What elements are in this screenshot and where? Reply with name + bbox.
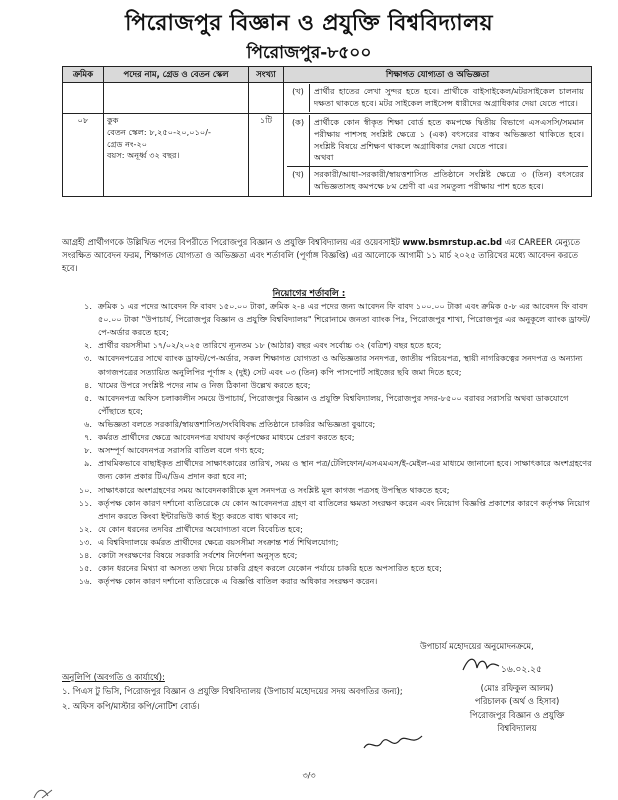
- copy-to-item: ১. পিএস টু ভিসি, পিরোজপুর বিজ্ঞান ও প্রযুক্তি বিশ্ববিদ্যালয় (উপাচার্য মহোদয়ের সদয় অবগতির জন্য);: [62, 686, 403, 697]
- conditions-heading: নিয়োগের শর্তাবলি :: [272, 289, 346, 299]
- website-link[interactable]: www.bsmrstup.ac.bd: [402, 237, 503, 247]
- condition-number: ১৩.: [78, 536, 92, 547]
- signature-date: ১৬.০২.২৫: [501, 665, 542, 675]
- copy-to-item: ২. অফিস কপি/মাস্টার কপি/নোটিশ বোর্ড।: [62, 700, 200, 711]
- corner-mark: [30, 784, 56, 800]
- condition-number: ১০.: [78, 484, 92, 495]
- condition-text: কোটা সংরক্ষণের বিষয়ে সরকারি সর্বশেষ নির্দেশনা অনুসৃত হবে;: [98, 550, 298, 561]
- condition-text: কর্মরত প্রার্থীদের ক্ষেত্রে আবেদনপত্র যথাযথ কর্তৃপক্ষের মাধ্যমে প্রেরণ করতে হবে;: [98, 432, 355, 443]
- condition-item: [62, 444, 592, 457]
- qualification-item: [287, 84, 588, 112]
- condition-text: প্রার্থীর বয়সসীমা ১৭/০২/২০২৫ তারিখে ন্যূনতম ১৮ (আঠার) বছর এবং সর্বোচ্চ ৩২ (বত্রিশ) বছর হতে হবে;: [98, 340, 442, 351]
- condition-text: আবেদনপত্রের সাথে ব্যাংক ড্রাফট/পে-অর্ডার, সকল শিক্ষাগত যোগ্যতা ও অভিজ্ঞতার সনদপত্র, জাতীয় পরিচয়পত্র, স্থায়ী নাগরিকত্বের সনদপত্র ও অন্যান্য কাগজপত্রের সত্যায়িত অনুলিপির পূর্ণাঙ্গ ২ (দুই) সেট এবং ০৩ (তিন) কপি পাসপোর্ট সাইজের ছবি জমা দিতে হবে;: [98, 353, 583, 377]
- count-cell: ১টি: [249, 113, 284, 196]
- qualification-mark: (খ): [287, 84, 310, 112]
- serial-cell: [63, 83, 104, 114]
- condition-text: কর্তৃপক্ষ কোন কারণ দর্শানো ব্যতিরেকে এ বিজ্ঞপ্তি বাতিল করার অধিকার সংরক্ষণ করেন।: [98, 576, 378, 587]
- signatory-organization: পিরোজপুর বিজ্ঞান ও প্রযুক্তি বিশ্ববিদ্যালয়: [469, 709, 565, 734]
- condition-item: [62, 300, 592, 339]
- serial-cell: ০৮: [63, 113, 104, 196]
- condition-number: ১.: [84, 301, 92, 311]
- initial-scribble: [360, 730, 430, 758]
- condition-item: [62, 457, 592, 483]
- condition-number: ৬.: [84, 418, 92, 429]
- qualification-mark: (ক): [287, 115, 310, 167]
- col-count-header: সংখ্যা: [249, 67, 284, 83]
- application-instruction: [62, 236, 592, 275]
- qualification-item: [287, 167, 588, 195]
- table-row: [63, 113, 592, 196]
- col-serial-header: ক্রমিক: [63, 67, 104, 83]
- copy-to-heading: অনুলিপি (অবগতি ও কার্যার্থে):: [62, 672, 165, 682]
- qualification-text: সরকারী/আধা-সরকারী/স্বায়ত্তশাসিত প্রতিষ্ঠানে সংশ্লিষ্ট ক্ষেত্রে ৩ (তিন) বৎসরের অভিজ্ঞতাসহ কমপক্ষে ৮ম শ্রেণী বা এর সমতুল্য পরীক্ষায় পাশ হতে হবে।: [314, 169, 584, 192]
- university-title: পিরোজপুর বিজ্ঞান ও প্রযুক্তি বিশ্ববিদ্যালয়: [125, 11, 493, 36]
- signature-scribble: [455, 650, 550, 680]
- condition-item: [62, 549, 592, 562]
- condition-text: প্রাথমিকভাবে বাছাইকৃত প্রার্থীদের সাক্ষাৎকারের তারিখ, সময় ও স্থান পত্র/টেলিফোন/এসএমএস/ই-মেইল-এর মাধ্যমে জানানো হবে। সাক্ষাৎকারে অংশগ্রহণের জন্য কোন প্রকার টিএ/ডিএ প্রদান করা হবে না;: [98, 458, 592, 482]
- copy-to-block: [62, 670, 422, 713]
- signatory-name: (মোঃ রফিকুল আলম): [480, 683, 554, 693]
- condition-text: সাক্ষাৎকারে অংশগ্রহণের সময় আবেদনকারীকে মূল সনদপত্র ও সংশ্লিষ্ট মূল কাগজ পত্রসহ উপস্থিত থাকতে হবে;: [98, 484, 450, 495]
- col-qualification-header: শিক্ষাগত যোগ্যতা ও অভিজ্ঞতা: [284, 67, 592, 83]
- qualification-cell: [284, 113, 592, 196]
- col-post-header: পদের নাম, গ্রেড ও বেতন স্কেল: [104, 67, 249, 83]
- condition-item: [62, 418, 592, 431]
- condition-text: যে কোন ধরনের তদবির প্রার্থীদের অযোগ্যতা বলে বিবেচিত হবে;: [98, 523, 303, 534]
- qualification-item: [287, 115, 588, 168]
- condition-item: [62, 484, 592, 497]
- condition-number: ১৬.: [78, 576, 92, 587]
- condition-item: [62, 352, 592, 378]
- post-cell: [104, 83, 249, 114]
- condition-item: [62, 523, 592, 536]
- condition-number: ২.: [84, 340, 92, 351]
- condition-item: [62, 497, 592, 523]
- condition-number: ১২.: [78, 523, 92, 534]
- condition-number: ৭.: [84, 432, 92, 443]
- university-address: পিরোজপুর-৮৫০০: [246, 43, 372, 63]
- condition-number: ৯.: [84, 458, 92, 469]
- conditions-list: [62, 300, 592, 588]
- condition-text: এ বিশ্ববিদ্যালয়ে কর্মরত প্রার্থীদের ক্ষেত্রে বয়সসীমা সংক্রান্ত শর্ত শিথিলযোগ্য;: [98, 536, 339, 547]
- condition-text: অসম্পূর্ণ আবেদনপত্র সরাসরি বাতিল বলে গণ্য হবে;: [98, 445, 265, 456]
- condition-item: [62, 431, 592, 444]
- condition-number: ৪.: [84, 379, 92, 390]
- condition-text: কর্তৃপক্ষ কোন কারণ দর্শানো ব্যতিরেকে যে কোন আবেদনপত্র গ্রহণ বা বাতিলের ক্ষমতা সংরক্ষণ করেন এবং নিয়োগ বিজ্ঞপ্তি প্রকাশের কারণে কর্তৃপক্ষ নিয়োগ প্রদান করতে কিংবা ইন্টারভিউ কার্ড ইস্যু করতে বাধ্য থাকবে না;: [98, 497, 590, 521]
- condition-item: [62, 379, 592, 392]
- instruction-text: আগ্রহী প্রার্থীগণকে উল্লিখিত পদের বিপরীতে পিরোজপুর বিজ্ঞান ও প্রযুক্তি বিশ্ববিদ্যালয় এর ওয়েবসাইট: [62, 237, 400, 247]
- qualification-mark: (খ): [287, 167, 310, 195]
- condition-number: ৩.: [84, 353, 92, 364]
- approval-note: উপাচার্য মহোদয়ের অনুমোদনক্রমে,: [420, 641, 534, 651]
- qualification-text: প্রার্থীকে কোন স্বীকৃত শিক্ষা বোর্ড হতে কমপক্ষে দ্বিতীয় বিভাগে এসএসসি/সমমান পরীক্ষায় পাশসহ সংশ্লিষ্ট ক্ষেত্রে ১ (এক) বৎসরের বাস্তব অভিজ্ঞতা থাকিতে হবে। সংশ্লিষ্ট বিষয়ে প্রশিক্ষণ থাকলে অগ্রাধিকার দেয়া যেতে পারে। অথবা: [314, 116, 584, 163]
- condition-number: ৫.: [84, 392, 92, 403]
- condition-number: ১১.: [78, 497, 92, 508]
- condition-number: ৮.: [84, 445, 92, 456]
- qualification-text: প্রার্থীর হাতের লেখা সুন্দর হতে হবে। প্রার্থীকে বাইসাইকেল/মটরসাইকেল চালনায় দক্ষতা থাকতে হবে। মটর সাইকেল লাইসেন্স ধারীদের অগ্রাধিকার দেয়া যেতে পারে।: [314, 86, 584, 108]
- table-header-row: [63, 67, 592, 83]
- instruction-text: এর CAREER মেন্যুতে সংরক্ষিত আবেদন ফরম, শিক্ষাগত যোগ্যতা ও অভিজ্ঞতা এবং শর্তাবলি (পূর্ণাঙ্গ বিজ্ঞপ্তি) এর আলোকে আগামী ১১ মার্চ ২০২৫ তারিখের মধ্যে আবেদন করতে হবে।: [62, 237, 580, 274]
- condition-text: অভিজ্ঞতা বলতে সরকারি/স্বায়ত্তশাসিত/সংবিধিবদ্ধ প্রতিষ্ঠানে চাকরির অভিজ্ঞতা বুঝাবে;: [98, 418, 376, 429]
- page-number: ৩/৩: [302, 771, 316, 780]
- signatory-designation: পরিচালক (অর্থ ও হিসাব): [474, 696, 560, 707]
- condition-text: ক্রমিক ১ এর পদের আবেদন ফি বাবদ ১৫০.০০ টাকা, ক্রমিক ২-৪ এর পদের জন্য আবেদন ফি বাবদ ১০০.০০ টাকা এবং ক্রমিক ৫-৮ এর আবেদন ফি বাবদ ৫০.০০ টাকা "উপাচার্য, পিরোজপুর বিজ্ঞান ও প্রযুক্তি বিশ্ববিদ্যালয়" শিরোনামে জনতা ব্যাংক পিঃ, পিরোজপুর শাখা, পিরোজপুর এর অনুকূলে ব্যাংক ড্রাফট/পে-অর্ডার করতে হবে;: [98, 301, 591, 338]
- condition-item: [62, 562, 592, 575]
- condition-number: ১৫.: [78, 563, 92, 574]
- condition-item: [62, 536, 592, 549]
- condition-item: [62, 392, 592, 418]
- condition-number: ১৪.: [78, 550, 92, 561]
- count-cell: [249, 83, 284, 114]
- condition-text: খামের উপরে সংশ্লিষ্ট পদের নাম ও নিজ ঠিকানা উল্লেখ করতে হবে;: [98, 379, 311, 390]
- table-row: [63, 83, 592, 114]
- post-cell: কুক বেতন স্কেল: ৮,২৫০-২০,০১০/- গ্রেড নং-২০ বয়স: অনূর্ধ্ব ৩২ বছর।: [104, 113, 249, 196]
- job-table: [62, 66, 592, 197]
- signatory-block: [452, 682, 582, 736]
- qualification-cell: [284, 83, 592, 114]
- condition-text: কোন ধরনের মিথ্যা বা অসত্য তথ্য দিয়ে চাকরি গ্রহণ করলে যেকোন পর্যায়ে চাকরি হতে অপসারিত হতে হবে;: [98, 563, 442, 574]
- condition-item: [62, 339, 592, 352]
- condition-text: আবেদনপত্র অফিস চলাকালীন সময়ে উপাচার্য, পিরোজপুর বিজ্ঞান ও প্রযুক্তি বিশ্ববিদ্যালয়, পিরোজপুর সদর-৮৫০০ বরাবর সরাসরি অথবা ডাকযোগে পৌঁছাতে হবে;: [98, 392, 569, 416]
- condition-item: [62, 575, 592, 588]
